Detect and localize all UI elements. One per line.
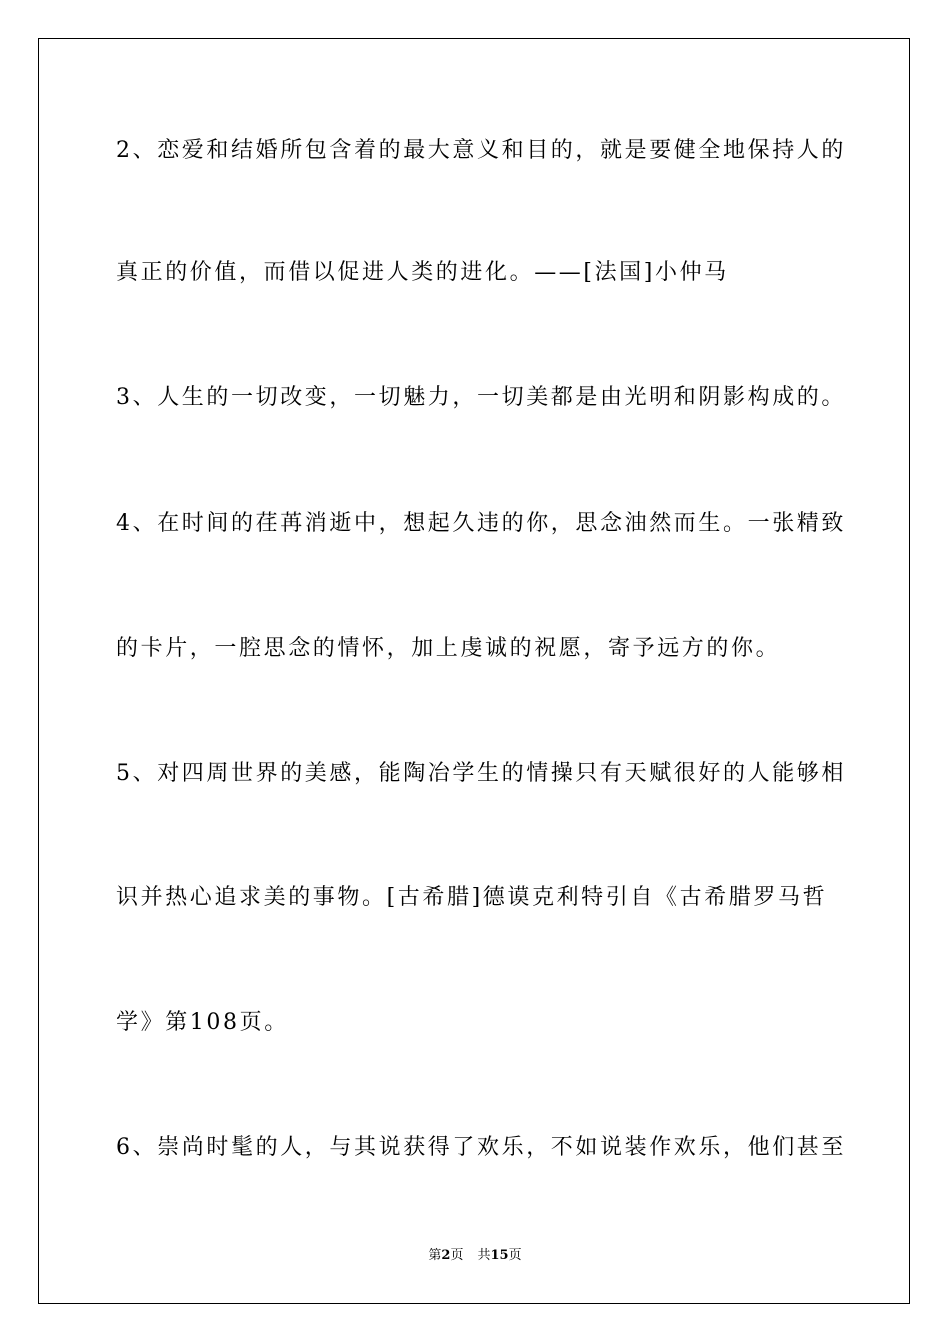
text-line-4: 4、在时间的荏苒消逝中，想起久违的你，思念油然而生。一张精致	[116, 511, 846, 536]
text-line-7: 识并热心追求美的事物。[古希腊]德谟克利特引自《古希腊罗马哲	[116, 885, 828, 910]
page-footer	[0, 1246, 950, 1266]
text-line-1: 2、恋爱和结婚所包含着的最大意义和目的，就是要健全地保持人的	[116, 138, 846, 163]
total-pages: 15	[490, 1248, 509, 1263]
total-prefix: 共	[477, 1248, 491, 1263]
text-line-3: 3、人生的一切改变，一切魅力，一切美都是由光明和阴影构成的。	[116, 385, 846, 410]
text-line-6: 5、对四周世界的美感，能陶冶学生的情操只有天赋很好的人能够相	[116, 761, 846, 786]
text-line-9: 6、崇尚时髦的人，与其说获得了欢乐，不如说装作欢乐，他们甚至	[116, 1135, 846, 1160]
text-line-8: 学》第108页。	[116, 1010, 289, 1035]
text-line-5: 的卡片，一腔思念的情怀，加上虔诚的祝愿，寄予远方的你。	[116, 636, 781, 661]
page-suffix: 页	[450, 1248, 464, 1263]
text-line-2: 真正的价值，而借以促进人类的进化。——[法国]小仲马	[116, 260, 729, 285]
page-prefix: 第	[428, 1248, 442, 1263]
page-number: 2	[441, 1248, 451, 1263]
page-border	[38, 38, 910, 1304]
total-suffix: 页	[508, 1248, 522, 1263]
